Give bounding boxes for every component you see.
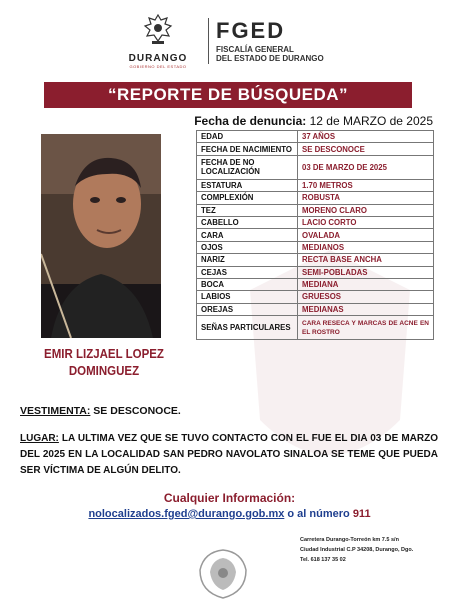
detail-value: CARA RESECA Y MARCAS DE ACNE EN EL ROSTRO [298, 316, 434, 340]
contact-connector: o al número [284, 508, 353, 520]
detail-row [197, 143, 434, 155]
agency-name-line1: FISCALÍA GENERAL [216, 45, 294, 54]
fged-logo [216, 20, 324, 63]
detail-row [197, 131, 434, 143]
durango-logo-sub: GOBIERNO DEL ESTADO [129, 64, 187, 69]
detail-value: MEDIANA [298, 278, 434, 290]
detail-value: RECTA BASE ANCHA [298, 254, 434, 266]
detail-value: OVALADA [298, 229, 434, 241]
address-line2: Ciudad Industrial C.P 34208, Durango, Dgo. [300, 547, 414, 553]
complaint-date-value: 12 de MARZO de 2025 [309, 114, 433, 128]
detail-key: BOCA [197, 278, 298, 290]
detail-value: LACIO CORTO [298, 216, 434, 228]
detail-value: MEDIANOS [298, 241, 434, 253]
detail-key: COMPLEXIÓN [197, 192, 298, 204]
detail-key: LABIOS [197, 291, 298, 303]
complaint-date [175, 114, 433, 128]
contact-info-title: Cualquier Información: [163, 491, 296, 505]
report-title-banner: “REPORTE DE BÚSQUEDA” [44, 82, 412, 108]
detail-key: CABELLO [197, 216, 298, 228]
detail-key: CARA [197, 229, 298, 241]
complaint-date-label: Fecha de denuncia: [194, 114, 307, 128]
agency-name-line2: DEL ESTADO DE DURANGO [216, 54, 324, 63]
detail-row [197, 241, 434, 253]
agency-acronym: FGED [216, 18, 286, 43]
detail-value: MEDIANAS [298, 303, 434, 315]
detail-key: FECHA DE NO LOCALIZACIÓN [197, 155, 298, 179]
contact-phone[interactable]: 911 [352, 508, 371, 520]
clothing-label: VESTIMENTA: [20, 405, 91, 417]
contact-info-line [0, 508, 459, 520]
detail-value: ROBUSTA [298, 192, 434, 204]
detail-row [197, 303, 434, 315]
detail-row [197, 278, 434, 290]
durango-crest-icon [143, 14, 173, 46]
person-name-line2: DOMINGUEZ [68, 364, 140, 378]
detail-value: SEMI-POBLADAS [298, 266, 434, 278]
detail-value: 1.70 METROS [298, 179, 434, 191]
person-name-line1: EMIR LIZJAEL LOPEZ [44, 347, 164, 361]
durango-logo-text: DURANGO [128, 53, 188, 64]
detail-row [197, 316, 434, 340]
agency-address [300, 535, 450, 565]
detail-value: GRUESOS [298, 291, 434, 303]
detail-key: CEJAS [197, 266, 298, 278]
missing-person-name [36, 346, 172, 380]
detail-key: OJOS [197, 241, 298, 253]
detail-key: EDAD [197, 131, 298, 143]
state-seal-icon [198, 548, 248, 600]
person-photo-illustration [41, 134, 161, 338]
location-label: LUGAR: [20, 433, 59, 444]
detail-value: SE DESCONOCE [298, 143, 434, 155]
header-divider [208, 18, 209, 64]
detail-row [197, 254, 434, 266]
detail-value: 37 AÑOS [298, 131, 434, 143]
address-line3: Tel. 618 137 35 02 [300, 557, 346, 563]
location-text: LA ULTIMA VEZ QUE SE TUVO CONTACTO CON EL FUE EL DIA 03 DE MARZO DEL 2025 EN LA LOCALIDAD SAN PEDRO NAVOLATO SINALOA SE TEME QUE PUEDA SER VÍCTIMA DE ALGÚN DELITO. [20, 433, 438, 476]
detail-row [197, 192, 434, 204]
detail-key: ESTATURA [197, 179, 298, 191]
address-line1: Carretera Durango-Torreón km 7.5 s/n [300, 537, 399, 543]
clothing-text: SE DESCONOCE. [90, 405, 181, 417]
detail-value: 03 DE MARZO DE 2025 [298, 155, 434, 179]
detail-value: MORENO CLARO [298, 204, 434, 216]
detail-row [197, 155, 434, 179]
detail-row [197, 229, 434, 241]
missing-person-photo [41, 134, 161, 338]
detail-key: NARIZ [197, 254, 298, 266]
detail-key: FECHA DE NACIMIENTO [197, 143, 298, 155]
detail-row [197, 266, 434, 278]
contact-email-link[interactable]: nolocalizados.fged@durango.gob.mx [88, 508, 285, 520]
detail-row [197, 216, 434, 228]
detail-key: SEÑAS PARTICULARES [197, 316, 298, 340]
header [0, 0, 459, 72]
detail-row [197, 204, 434, 216]
person-details-table [196, 130, 434, 340]
detail-row [197, 179, 434, 191]
durango-logo [118, 14, 198, 70]
detail-key: OREJAS [197, 303, 298, 315]
clothing-section [20, 405, 181, 417]
detail-row [197, 291, 434, 303]
location-section [20, 431, 438, 479]
detail-key: TEZ [197, 204, 298, 216]
